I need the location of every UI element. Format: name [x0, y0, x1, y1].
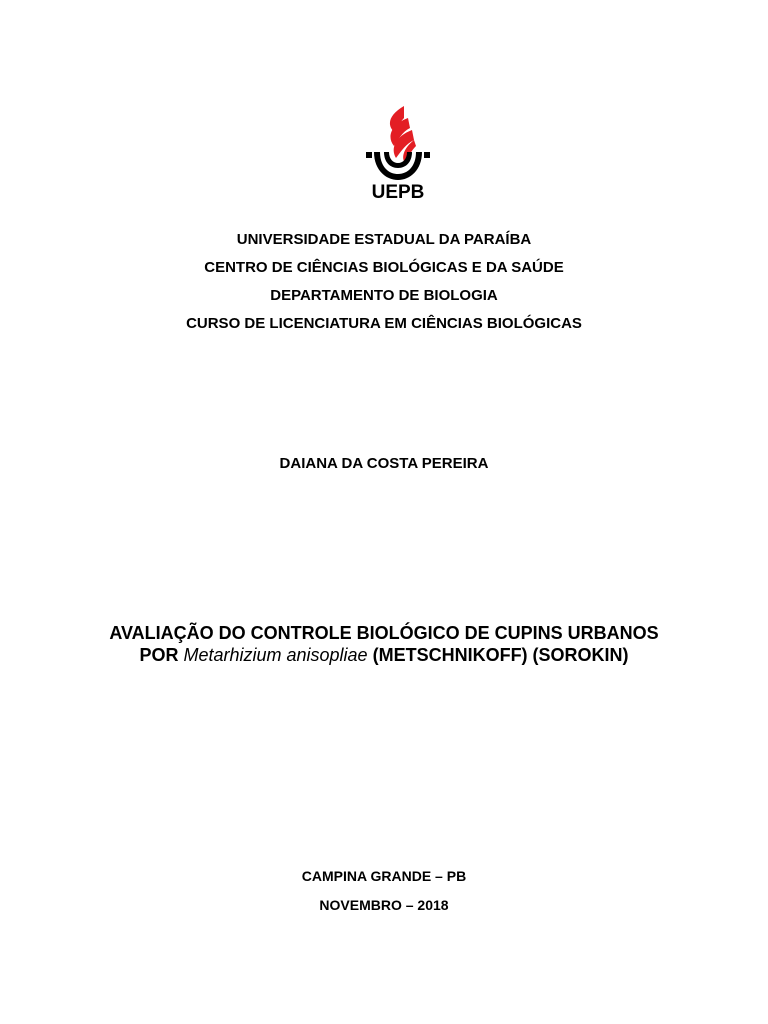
- species-name: Metarhizium anisopliae: [183, 645, 368, 665]
- department-name: DEPARTAMENTO DE BIOLOGIA: [270, 287, 498, 304]
- uepb-wordmark: UEPB: [371, 182, 425, 200]
- thesis-title-line-1: AVALIAÇÃO DO CONTROLE BIOLÓGICO DE CUPINS URBANOS: [109, 623, 659, 643]
- author-name: DAIANA DA COSTA PEREIRA: [279, 455, 489, 472]
- title-suffix: (METSCHNIKOFF) (SOROKIN): [372, 645, 629, 665]
- location: CAMPINA GRANDE – PB: [301, 868, 467, 884]
- center-name: CENTRO DE CIÊNCIAS BIOLÓGICAS E DA SAÚDE: [204, 259, 564, 276]
- thesis-title-line-2: [0, 644, 768, 666]
- uepb-flame-logo-icon: [360, 104, 436, 200]
- title-prefix: POR: [139, 645, 179, 665]
- date: NOVEMBRO – 2018: [319, 897, 449, 913]
- course-name: CURSO DE LICENCIATURA EM CIÊNCIAS BIOLÓGICAS: [186, 315, 582, 332]
- uepb-logo: [360, 104, 436, 200]
- university-name: UNIVERSIDADE ESTADUAL DA PARAÍBA: [236, 231, 532, 248]
